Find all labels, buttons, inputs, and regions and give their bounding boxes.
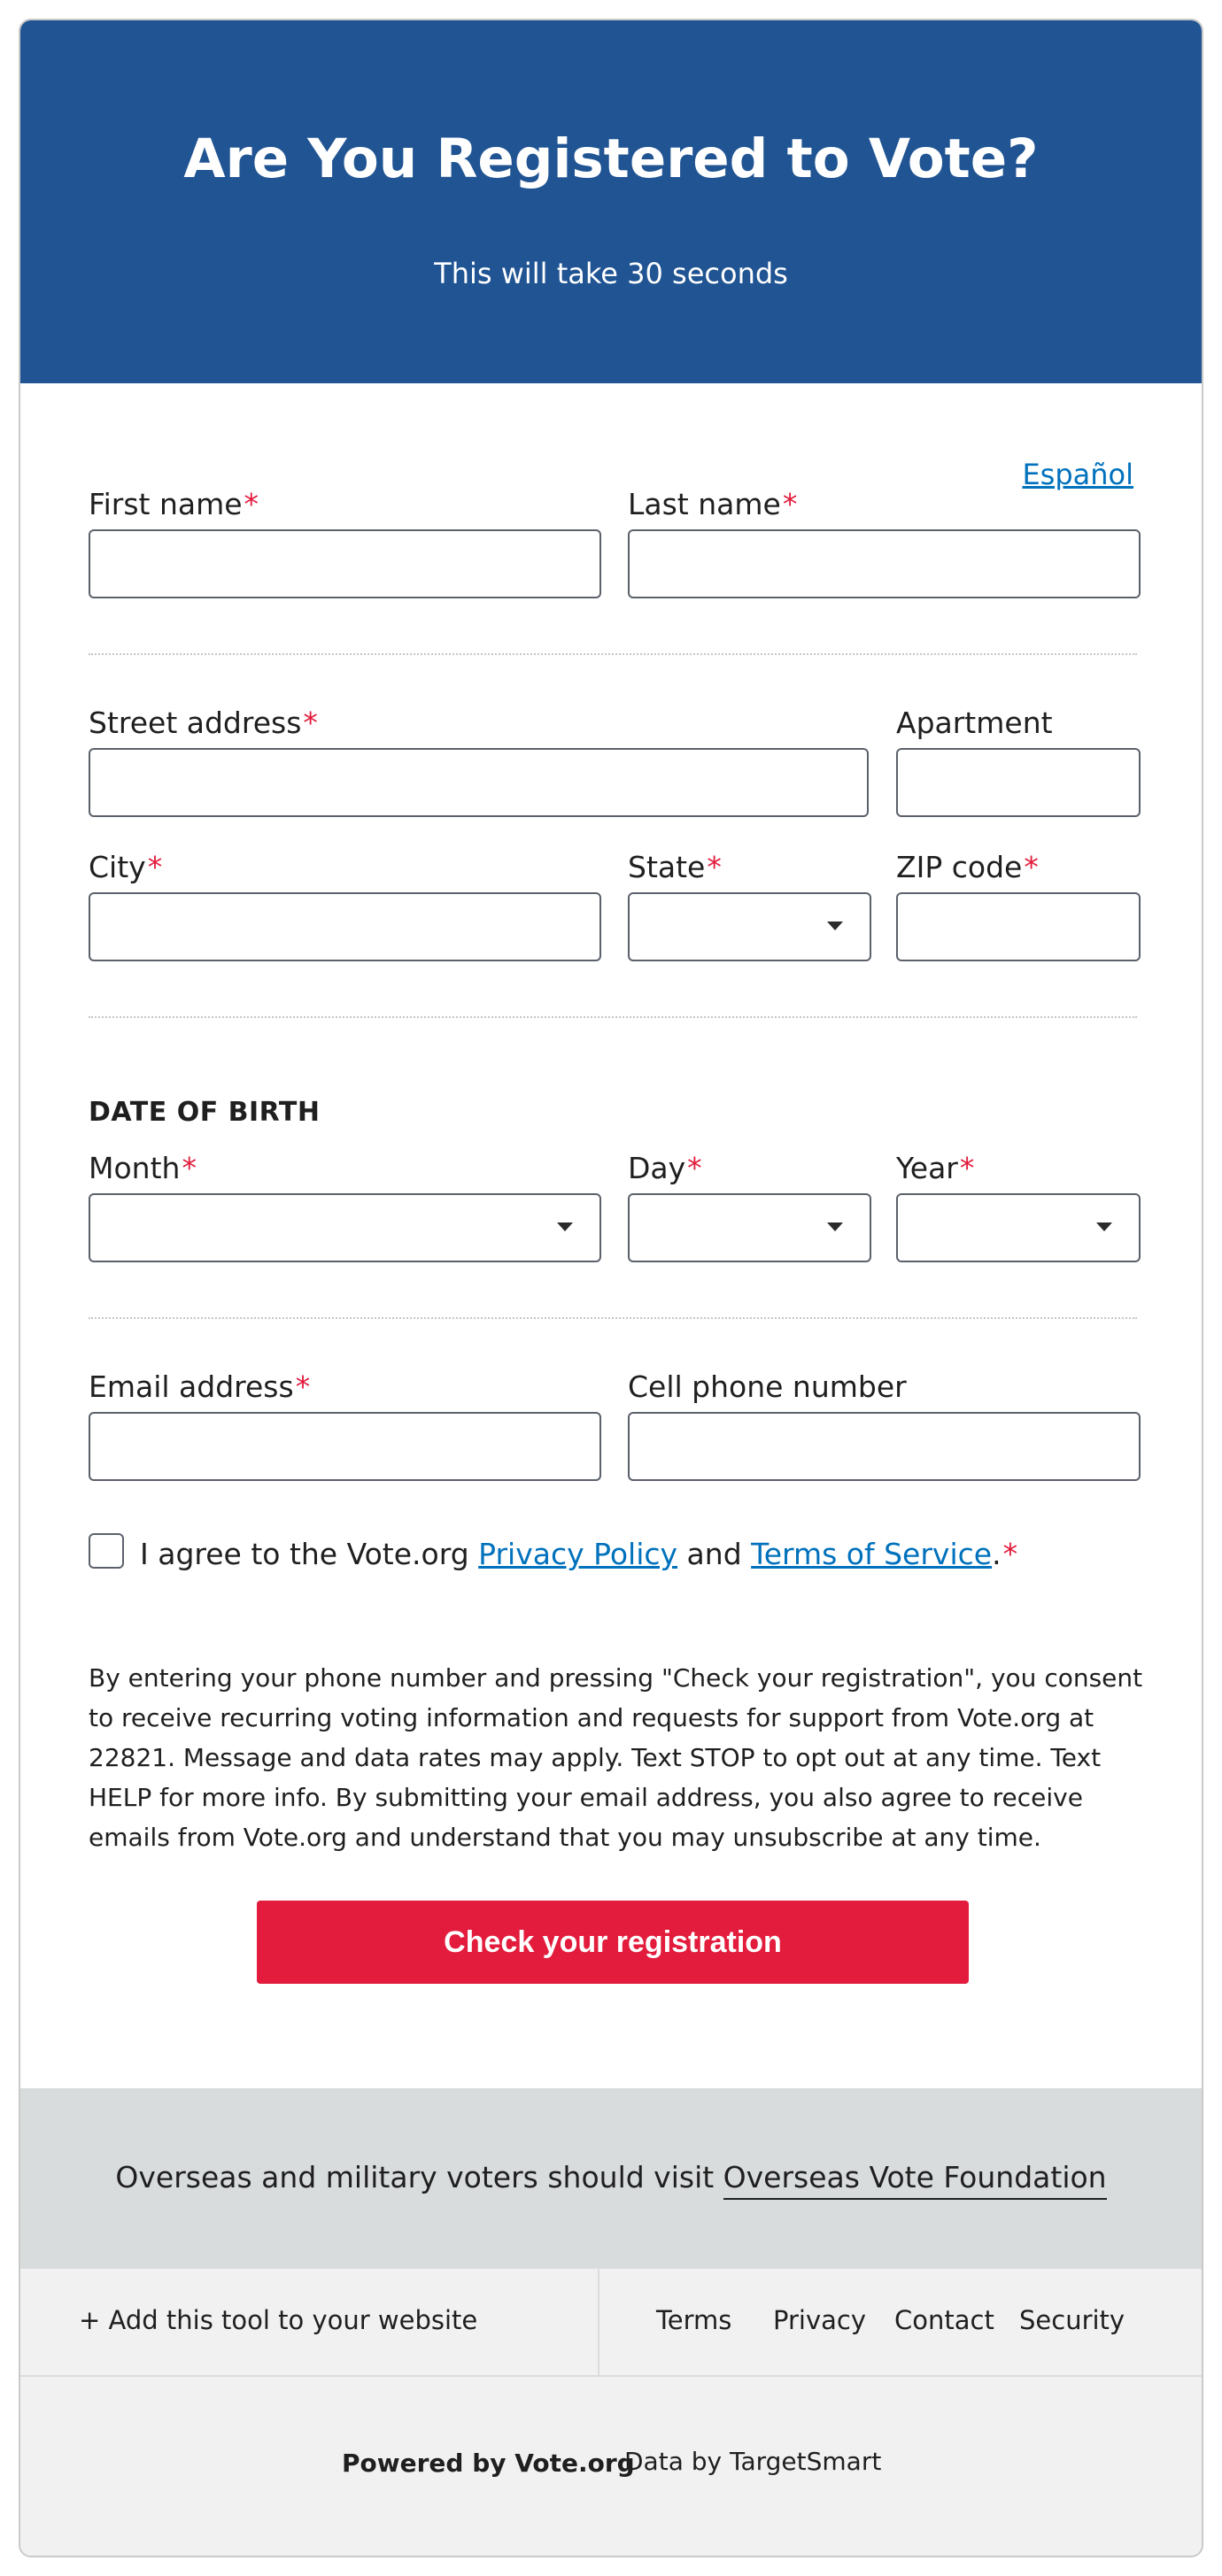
cell-phone-input[interactable]: [628, 1412, 1141, 1481]
dropdown-caret-icon: [1096, 1222, 1112, 1231]
privacy-policy-link[interactable]: Privacy Policy: [478, 1537, 678, 1571]
state-label-text: State: [628, 850, 706, 884]
add-tool-link[interactable]: + Add this tool to your website: [79, 2305, 478, 2335]
overseas-text: [20, 2160, 1202, 2194]
section-divider: [89, 1317, 1137, 1319]
dropdown-caret-icon: [557, 1222, 573, 1231]
required-marker: *: [687, 1151, 702, 1185]
year-label: [896, 1153, 974, 1183]
zip-code-label-text: ZIP code: [896, 850, 1023, 884]
state-label: [628, 852, 722, 882]
month-select[interactable]: [89, 1193, 601, 1262]
required-marker: *: [303, 706, 318, 740]
overseas-voters-banner: [20, 2088, 1202, 2269]
street-address-label: [89, 706, 318, 740]
terms-of-service-link[interactable]: Terms of Service: [751, 1537, 993, 1571]
cell-phone-label-text: Cell phone number: [628, 1369, 907, 1404]
consent-prefix: I agree to the Vote.org: [140, 1537, 479, 1571]
header-banner: [20, 20, 1202, 383]
consent-text: [140, 1539, 1017, 1570]
data-by-link[interactable]: Data by TargetSmart: [624, 2447, 882, 2476]
required-marker: *: [244, 487, 259, 521]
consent-middle: and: [677, 1537, 752, 1571]
dob-heading: DATE OF BIRTH: [89, 1097, 321, 1128]
last-name-input[interactable]: [628, 529, 1141, 598]
day-label-text: Day: [628, 1151, 686, 1185]
day-label: [628, 1153, 702, 1183]
required-marker: *: [182, 1151, 197, 1185]
footer-links-bar: [20, 2269, 1202, 2377]
email-label-text: Email address: [89, 1369, 294, 1404]
footer-security-link[interactable]: Security: [1019, 2305, 1125, 2335]
overseas-prefix: Overseas and military voters should visit: [115, 2160, 723, 2194]
email-input[interactable]: [89, 1412, 601, 1481]
first-name-input[interactable]: [89, 529, 601, 598]
cell-phone-label: [628, 1369, 907, 1404]
powered-by-link[interactable]: Powered by Vote.org: [342, 2449, 635, 2478]
section-divider: [89, 1016, 1137, 1018]
apartment-label-text: Apartment: [896, 706, 1053, 740]
required-marker: *: [1002, 1537, 1018, 1571]
powered-by-bar: [20, 2377, 1202, 2557]
required-marker: *: [147, 850, 163, 884]
sms-disclaimer: By entering your phone number and pressing "Check your registration", you consent to receive recurring voting information and requests for support from Vote.org at 22821. Message and data rates may apply. Text STOP to opt out at any time. Text HELP for more info. By submitting your email address, you also agree to receive emails from Vote.org and understand that you may unsubscribe at any time.: [89, 1663, 1143, 1852]
email-label: [89, 1369, 311, 1404]
year-select[interactable]: [896, 1193, 1141, 1262]
required-marker: *: [295, 1369, 311, 1404]
check-registration-button[interactable]: Check your registration: [257, 1901, 969, 1984]
zip-code-label: [896, 852, 1039, 882]
city-input[interactable]: [89, 892, 601, 961]
required-marker: *: [707, 850, 722, 884]
page-subtitle: This will take 30 seconds: [434, 257, 788, 290]
first-name-label: [89, 487, 259, 521]
footer-terms-link[interactable]: Terms: [656, 2305, 732, 2335]
apartment-input[interactable]: [896, 748, 1141, 817]
espanol-link[interactable]: Español: [1022, 458, 1133, 491]
consent-suffix: .: [992, 1537, 1002, 1571]
dropdown-caret-icon: [827, 922, 843, 930]
footer-contact-link[interactable]: Contact: [894, 2305, 994, 2335]
required-marker: *: [1024, 850, 1039, 884]
overseas-vote-foundation-link[interactable]: Overseas Vote Foundation: [723, 2160, 1107, 2200]
apartment-label: [896, 706, 1053, 740]
year-label-text: Year: [896, 1151, 958, 1185]
city-label-text: City: [89, 850, 146, 884]
day-select[interactable]: [628, 1193, 871, 1262]
page-title: Are You Registered to Vote?: [183, 127, 1039, 190]
footer-privacy-link[interactable]: Privacy: [773, 2305, 866, 2335]
last-name-label-text: Last name: [628, 487, 781, 521]
first-name-label-text: First name: [89, 487, 243, 521]
zip-code-input[interactable]: [896, 892, 1141, 961]
street-address-label-text: Street address: [89, 706, 302, 740]
city-label: [89, 852, 162, 882]
registration-card: [19, 19, 1203, 2557]
month-label: [89, 1153, 197, 1183]
required-marker: *: [782, 487, 798, 521]
last-name-label: [628, 487, 798, 521]
consent-checkbox[interactable]: [89, 1533, 124, 1569]
state-select[interactable]: [628, 892, 871, 961]
required-marker: *: [959, 1151, 975, 1185]
month-label-text: Month: [89, 1151, 181, 1185]
footer-divider: [598, 2269, 599, 2375]
section-divider: [89, 653, 1137, 655]
street-address-input[interactable]: [89, 748, 869, 817]
dropdown-caret-icon: [827, 1222, 843, 1231]
